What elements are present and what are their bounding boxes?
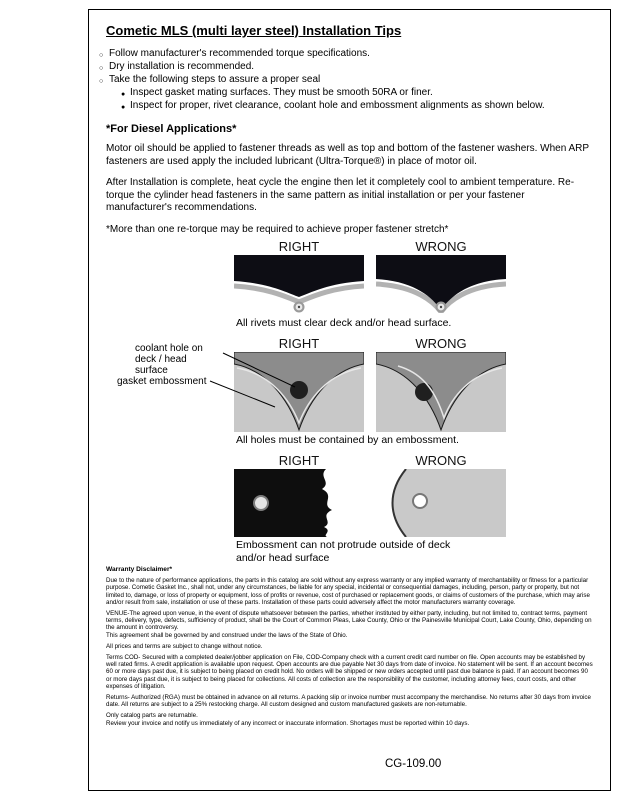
- row2-wrong-header: WRONG: [415, 336, 467, 351]
- warranty-paragraph: This agreement shall be governed by and construed under the laws of the State of Ohio.: [106, 631, 348, 639]
- row1-right-header: RIGHT: [278, 239, 320, 254]
- gasket-embossment-callout-label: gasket embossment: [117, 376, 207, 387]
- warranty-paragraph: Review your invoice and notify us immediately of any incorrect or inaccurate information. Shortages must be reported within 10 days.: [106, 719, 470, 727]
- row3-right-header: RIGHT: [278, 453, 320, 468]
- warranty-disclaimer-section: [106, 566, 595, 731]
- coolant-hole-icon: [415, 383, 433, 401]
- embossment-right-diagram: [234, 469, 364, 537]
- diesel-paragraph: Motor oil should be applied to fastener threads as well as top and bottom of the fastener washers. When ARP fasteners are used apply the included lubricant (Ultra-Torque®) in place of motor oil.: [106, 143, 589, 167]
- row2-caption: All holes must be contained by an embossment.: [236, 434, 459, 446]
- rivet-clear-right-diagram: [234, 255, 364, 313]
- row1-caption: All rivets must clear deck and/or head surface.: [236, 317, 452, 329]
- embossment-shape: [234, 469, 332, 537]
- page-frame: [88, 9, 611, 791]
- retorque-note: *More than one re-torque may be required to achieve proper fastener stretch*: [106, 223, 449, 235]
- coolant-hole-callout-label: coolant hole on deck / head surface: [135, 343, 203, 376]
- tip-sub-item: ● Inspect for proper, rivet clearance, coolant hole and embossment alignments as shown below.: [120, 99, 590, 112]
- hole-icon: [254, 496, 268, 510]
- warranty-paragraph: Terms COD- Secured with a completed dealer/jobber application on File, COD-Company check with a current credit card number on file. Open accounts may be established by well rated firms. A credit application is available upon request. Open accounts are due payable Net 30 days from date of invoice. No statement will be sent. If an account becomes 60 or more days past due, it is subject to being placed on credit hold. No orders will be shipped or new orders accepted until past due balance is paid. If an account becomes 90 or more days past due, it is subject to being placed for collections. All costs of collection are the responsibility of the customer, including attorney fees, court costs, and other expenses of litigation.: [106, 654, 593, 690]
- page-title: Cometic MLS (multi layer steel) Installation Tips: [106, 23, 402, 38]
- diesel-paragraph: After Installation is complete, heat cycle the engine then let it completely cool to ambient temperature. Re-torque the cylinder head fasteners in the same pattern as initial installation or per your fastener manufacturer's recommendations.: [106, 177, 575, 213]
- intro-section: [106, 23, 590, 236]
- warranty-paragraph: Only catalog parts are returnable.: [106, 712, 198, 720]
- row3-caption: Embossment can not protrude outside of deck and/or head surface: [236, 539, 451, 564]
- diagram-section: [89, 239, 612, 569]
- row2-right-header: RIGHT: [278, 336, 320, 351]
- warranty-paragraph: All prices and terms are subject to change without notice.: [106, 642, 263, 650]
- deck-black-shape: [234, 255, 364, 297]
- embossment-wrong-diagram: [376, 469, 506, 537]
- warranty-paragraph: VENUE-The agreed upon venue, in the event of dispute whatsoever between the parties, whether instituted by either party, including, but not limited to, contract terms, payment terms, delivery, type, defects, sufficiency of product, shall be the Court of Common Pleas, Lake County, Ohio or the Painesville Municipal Court, Lake County, Ohio, depending on the amount in controversy.: [106, 610, 592, 632]
- warranty-heading: Warranty Disclaimer*: [106, 566, 173, 573]
- tip-item: ○ Take the following steps to assure a proper seal: [99, 73, 590, 86]
- page-number: CG-109.00: [385, 758, 442, 770]
- warranty-paragraph: Due to the nature of performance applications, the parts in this catalog are sold without any express warranty or any implied warranty of merchantability or fitness for a particular purpose. Cometic Gasket Inc., shall not, under any circumstances, be liable for any special, incidental or consequential damages, including, person, party or property, but not limited to, damage, or loss of property or equipment, loss of profits or revenue, cost of purchased or replacement goods, or claims of customers of the purchase, which may arise and/or result from sale, installation or use of these parts. Installation of these parts could adversely affect the motor manufacturers warranty coverage.: [106, 577, 590, 606]
- tip-sub-item: ● Inspect gasket mating surfaces. They must be smooth 50RA or finer.: [120, 86, 590, 99]
- tip-item: ○ Dry installation is recommended.: [99, 60, 590, 73]
- tip-item: ○ Follow manufacturer's recommended torque specifications.: [99, 47, 590, 60]
- rivet-clear-wrong-diagram: [376, 255, 506, 313]
- coolant-hole-wrong-diagram: [376, 352, 506, 432]
- coolant-hole-icon: [290, 381, 308, 399]
- row1-wrong-header: WRONG: [415, 239, 467, 254]
- diesel-applications-heading: *For Diesel Applications*: [106, 123, 237, 135]
- installation-tips-list: [99, 47, 590, 112]
- warranty-paragraph: Returns- Authorized (RGA) must be obtained in advance on all returns. A packing slip or invoice number must accompany the merchandise. No returns after 30 days from invoice date. All returns are subject to a 25% restocking charge. All custom designed and custom manufactured gaskets are non-returnable.: [106, 694, 591, 709]
- hole-icon: [413, 494, 427, 508]
- coolant-hole-right-diagram: [234, 352, 364, 432]
- row3-wrong-header: WRONG: [415, 453, 467, 468]
